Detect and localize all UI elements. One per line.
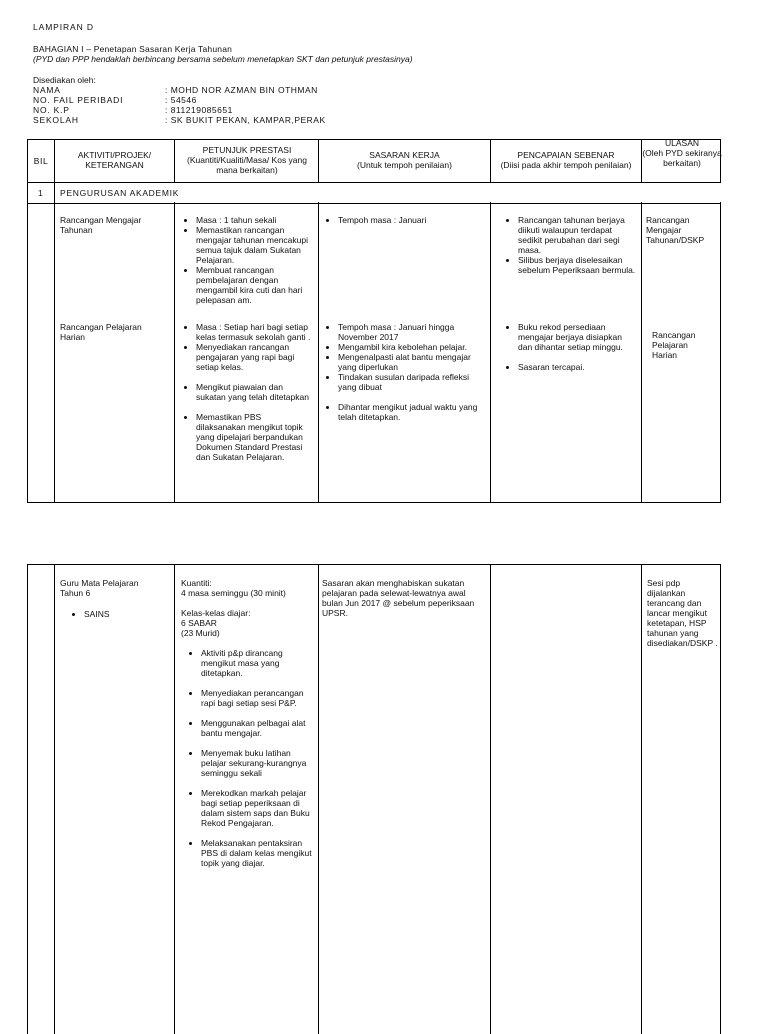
header-pencapaian-sub: (Diisi pada akhir tempoh penilaian): [500, 160, 632, 170]
kuantiti-value: 4 masa seminggu (30 minit): [181, 588, 286, 598]
header-sasaran-sub: (Untuk tempoh penilaian): [357, 160, 452, 170]
activity-guru-mata-pelajaran: Guru Mata Pelajaran Tahun 6: [60, 578, 139, 598]
list-item: • Memastikan rancangan mengajar tahunan mencakupi semua tajuk dalam Sukatan Pelajaran.: [196, 225, 312, 265]
header-aktiviti: [55, 150, 174, 170]
header-pencapaian: [491, 150, 641, 170]
subject-list: [66, 609, 166, 619]
activity-rancangan-tahunan: Rancangan Mengajar Tahunan: [60, 215, 142, 235]
list-item: • Dihantar mengikut jadual waktu yang telah ditetapkan.: [338, 402, 488, 422]
ulasan-text: Sesi pdp dijalankan terancang dan lancar mengikut ketetapan, HSP tahunan yang disediakan/DSKP .: [647, 578, 718, 648]
list-item: • Silibus berjaya diselesaikan sebelum Peperiksaan bermula.: [518, 255, 638, 275]
list-item: • Membuat rancangan pembelajaran dengan mengambil kira cuti dan hari pelepasan am.: [196, 265, 312, 305]
bahagian-title: BAHAGIAN I – Penetapan Sasaran Kerja Tahunan: [33, 44, 233, 54]
list-item: • Melaksanakan pentaksiran PBS di dalam kelas mengikut topik yang diajar.: [201, 838, 315, 868]
field-value: : SK BUKIT PEKAN, KAMPAR,PERAK: [165, 115, 326, 125]
list-item: • Menyemak buku latihan pelajar sekurang-kurangnya seminggu sekali: [201, 748, 315, 778]
header-sasaran-title: SASARAN KERJA: [369, 150, 440, 160]
field-value: : 54546: [165, 95, 197, 105]
list-item: • Buku rekod persediaan mengajar berjaya disiapkan dan dihantar setiap minggu.: [518, 322, 638, 352]
list-item: • Menggunakan pelbagai alat bantu mengajar.: [201, 718, 315, 738]
list-item: • Mengambil kira kebolehan pelajar.: [338, 342, 488, 352]
field-label: NAMA: [33, 85, 61, 95]
ulasan-text: Rancangan Pelajaran Harian: [652, 330, 696, 360]
murid-count: (23 Murid): [181, 628, 220, 638]
list-item: • Tempoh masa : Januari: [338, 215, 486, 225]
sasaran-list: [320, 322, 488, 422]
list-item: • Tempoh masa : Januari hingga November 2017: [338, 322, 488, 342]
field-label: NO. K.P: [33, 105, 70, 115]
bahagian-note: (PYD dan PPP hendaklah berbincang bersama sebelum menetapkan SKT dan petunjuk prestasinya): [33, 54, 413, 64]
list-item: • Sasaran tercapai.: [518, 362, 638, 372]
list-item: • Mengenalpasti alat bantu mengajar yang diperlukan: [338, 352, 488, 372]
lampiran-label: LAMPIRAN D: [33, 22, 94, 32]
header-bil: BIL: [33, 156, 49, 166]
pencapaian-list: [500, 215, 638, 275]
header-aktiviti-line1: AKTIVITI/PROJEK/: [77, 150, 152, 160]
list-item: • Memastikan PBS dilaksanakan mengikut topik yang dipelajari berpandukan Dokumen Standard Prestasi dan Sukatan Pelajaran.: [196, 412, 312, 462]
info-row-kp: [33, 105, 326, 115]
activity-rancangan-harian: Rancangan Pelajaran Harian: [60, 322, 142, 342]
info-row-fail: [33, 95, 326, 105]
section-title: PENGURUSAN AKADEMIK: [60, 188, 180, 198]
list-item: • Tindakan susulan daripada refleksi yang dibuat: [338, 372, 488, 392]
header-petunjuk-sub: (Kuantiti/Kualiti/Masa/ Kos yang mana berkaitan): [186, 155, 307, 175]
header-petunjuk: [178, 145, 316, 175]
field-value: : 811219085651: [165, 105, 233, 115]
header-sasaran: [319, 150, 490, 170]
sasaran-text: Sasaran akan menghabiskan sukatan pelajaran pada selewat-lewatnya awal bulan Jun 2017 @ sebelum peperiksaan UPSR.: [322, 578, 475, 618]
field-label: NO. FAIL PERIBADI: [33, 95, 124, 105]
info-row-nama: [33, 85, 326, 95]
skt-table-page1: [27, 139, 721, 503]
list-item: • Menyediakan rancangan pengajaran yang rapi bagi setiap kelas.: [196, 342, 312, 372]
header-ulasan-sub: (Oleh PYD sekiranya berkaitan): [642, 148, 722, 168]
list-item: • Rancangan tahunan berjaya diikuti walaupun terdapat sedikit perubahan dari segi masa.: [518, 215, 638, 255]
list-item: • SAINS: [84, 609, 166, 619]
list-item: • Merekodkan markah pelajar bagi setiap peperiksaan di dalam sistem saps dan Buku Rekod Pengajaran.: [201, 788, 315, 828]
info-row-sekolah: [33, 115, 326, 125]
list-item: • Aktiviti p&p dirancang mengikut masa yang ditetapkan.: [201, 648, 315, 678]
petunjuk-list: [178, 322, 312, 472]
section-bil: 1: [38, 188, 43, 198]
field-label: SEKOLAH: [33, 115, 79, 125]
header-aktiviti-line2: KETERANGAN: [85, 160, 144, 170]
header-ulasan-title: ULASAN: [664, 138, 699, 148]
list-item: • Mengikut piawaian dan sukatan yang telah ditetapkan: [196, 382, 312, 402]
prepared-by-label: Disediakan oleh:: [33, 75, 96, 85]
header-pencapaian-title: PENCAPAIAN SEBENAR: [517, 150, 615, 160]
petunjuk-list: [178, 215, 312, 305]
skt-table-page2: [27, 564, 721, 1034]
document-header: [33, 22, 413, 64]
field-value: : MOHD NOR AZMAN BIN OTHMAN: [165, 85, 318, 95]
sasaran-list: [320, 215, 486, 225]
list-item: • Menyediakan perancangan rapi bagi setiap sesi P&P.: [201, 688, 315, 708]
header-petunjuk-title: PETUNJUK PRESTASI: [202, 145, 292, 155]
list-item: • Masa : Setiap hari bagi setiap kelas termasuk sekolah ganti .: [196, 322, 312, 342]
prepared-by-block: [33, 75, 326, 125]
pencapaian-list: [500, 322, 638, 382]
petunjuk-block: [181, 578, 315, 878]
kuantiti-label: Kuantiti:: [181, 578, 212, 588]
kelas-label: Kelas-kelas diajar:: [181, 608, 251, 618]
ulasan-text: Rancangan Mengajar Tahunan/DSKP: [646, 215, 705, 245]
header-ulasan: [642, 138, 722, 168]
kelas-value: 6 SABAR: [181, 618, 217, 628]
list-item: • Masa : 1 tahun sekali: [196, 215, 312, 225]
